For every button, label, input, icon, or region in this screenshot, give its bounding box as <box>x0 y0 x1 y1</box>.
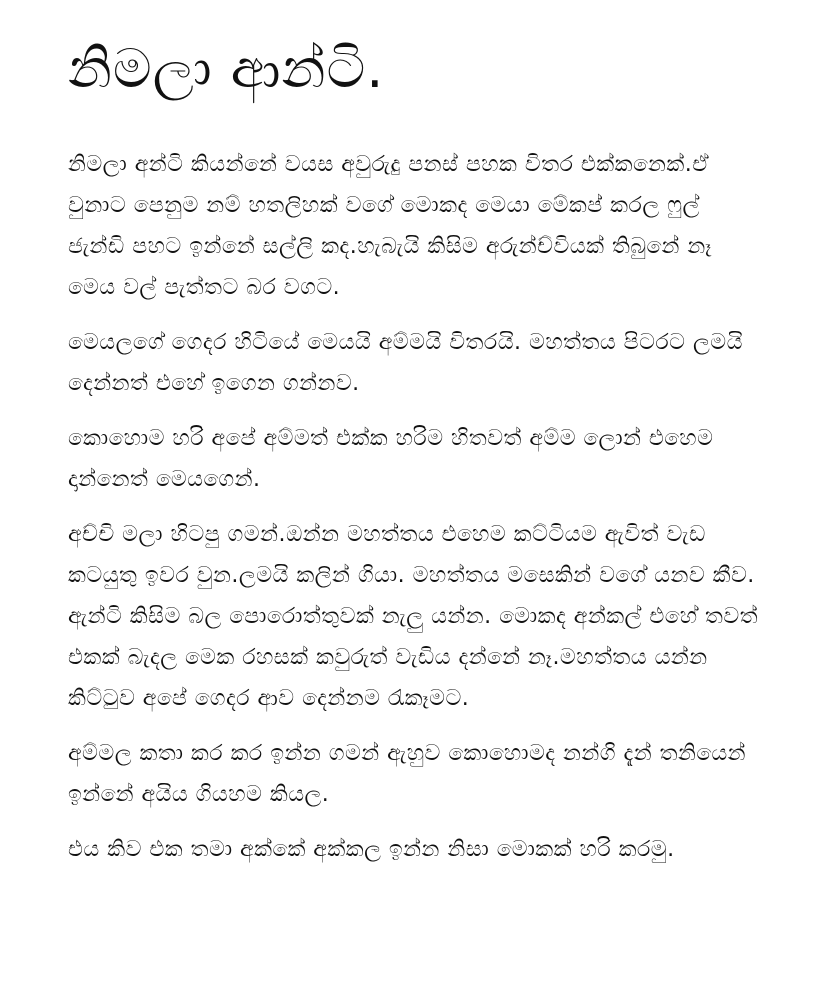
paragraph-4: අච්චි මලා හිටපු ගමන්.ඔන්න මහත්තය එහෙම කට්ටියම ඇවිත් වැඩ කටයුතු ඉවර වුන.ලමයි කලින් ගියා. මහත්තය මසෙකින් වගේ යනව කීව. ඇන්ටි කිසිම බල පොරොත්තුවක් නැලු යන්න. මොකද අන්කල් එහේ තවත් එකක් බැදල මෙක රහසක් කවුරුත් වැඩිය දන්නේ නෑ.මහත්තය යන්න කිට්ටුව අපේ ගෙදර ආව දෙන්නම රැකෑමට. <box>68 522 759 711</box>
paragraph-6: එය කිව එක තමා අක්කේ අක්කල ඉන්න නිසා මොකක් හරි කරමු. <box>68 837 675 862</box>
paragraph-2: මෙයලගේ ගෙදර හිටියේ මෙයයි අම්මයි විතරයි. මහත්තය පිටරට ලමයි දෙන්නත් එහේ ඉගෙන ගන්නව. <box>68 330 743 396</box>
document-title: නිමලා ආන්ටි. <box>68 37 385 100</box>
paragraph-1: නිමලා අන්ටි කියන්නේ වයස අවුරුදු පනස් පහක විතර එක්කනෙක්.ඒ වුනාට පෙනුම නම් හතලිහක් වගේ මොකද මෙයා මේකප් කරල ෆුල් ජැන්ඩි පහට ඉන්නේ සල්ලි කද.හැබැයි කිසිම අරුන්ච්වියක් තිබුනේ නෑ මෙය වල් පැත්තට බර වගට. <box>68 152 712 300</box>
paragraph-3: කොහොම හරි අපේ අම්මත් එක්ක හරිම හිතවත් අම්ම ලොන් එහෙම දාන්නෙත් මෙයගෙන්. <box>68 426 714 492</box>
paragraph-5: අම්මල කතා කර කර ඉන්න ගමන් ඇහුව කොහොමද නන්ගි දැන් තනියෙන් ඉන්නේ අයිය ගියහම කියල. <box>68 741 747 807</box>
